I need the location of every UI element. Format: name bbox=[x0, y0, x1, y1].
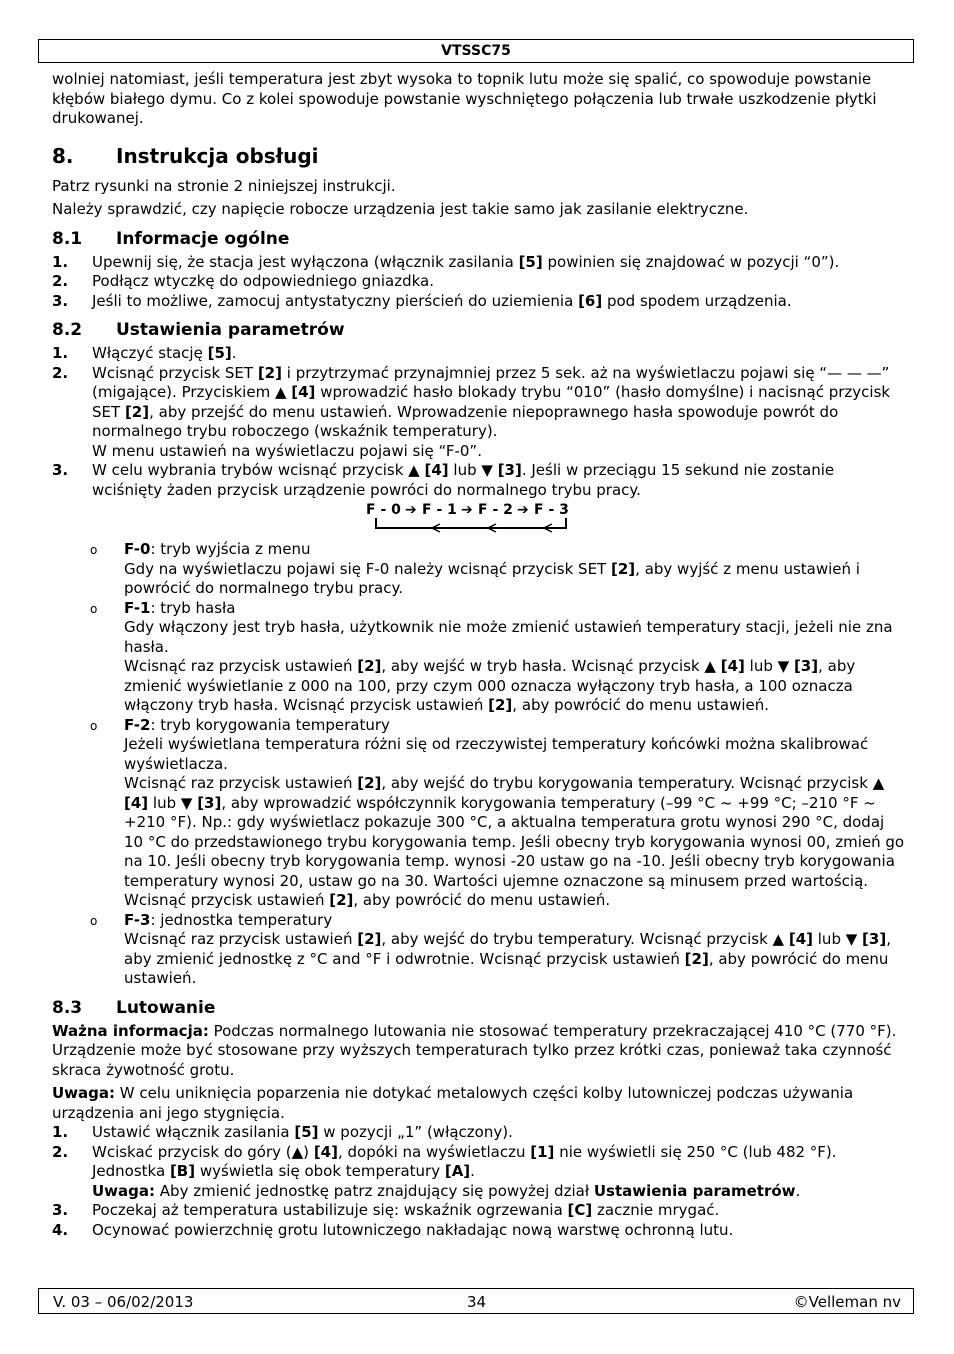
ref: [3] bbox=[862, 930, 887, 948]
text: lub ▼ bbox=[813, 930, 863, 948]
text: , aby przejść do menu ustawień. Wprowadzenie niepoprawnego hasła spowoduje powrót do normalnego trybu roboczego (wskaźnik temperatury). bbox=[92, 402, 839, 440]
intro-paragraph: wolniej natomiast, jeśli temperatura jest zbyt wysoka to topnik lutu może się spalić, co spowoduje powstanie kłębów białego dymu. Co z kolei spowoduje powstanie wyschniętego połączenia lub trwałe uszkodzenie płytki drukowanej. bbox=[52, 70, 877, 127]
item-text bbox=[92, 461, 907, 500]
text: w pozycji „1” (włączony). bbox=[318, 1123, 513, 1141]
section-title: Ustawienia parametrów bbox=[116, 320, 345, 340]
text: , aby wejść do trybu korygowania temperatury. Wcisnąć przycisk ▲ bbox=[381, 774, 885, 792]
text: powinien się znajdować w pozycji “0”). bbox=[542, 252, 840, 271]
text: , aby wejść w tryb hasła. Wcisnąć przycisk ▲ bbox=[381, 657, 721, 675]
ref: [2] bbox=[357, 657, 382, 675]
mode-f2 bbox=[90, 716, 907, 911]
item-text bbox=[92, 1143, 907, 1202]
mode-f3 bbox=[90, 911, 907, 989]
ref: [5] bbox=[294, 1123, 319, 1141]
text: Poczekaj aż temperatura ustabilizuje się: wskaźnik ogrzewania bbox=[92, 1201, 568, 1219]
bullet-icon: o bbox=[90, 543, 98, 557]
text: . bbox=[795, 1181, 801, 1200]
list-item bbox=[52, 1143, 907, 1202]
ref: [3] bbox=[793, 657, 819, 675]
text: lub ▼ bbox=[448, 461, 498, 479]
page-content bbox=[52, 70, 907, 1240]
text: . bbox=[470, 1162, 475, 1180]
mode-key: F-3 bbox=[124, 910, 151, 929]
list-item bbox=[52, 1201, 907, 1221]
ref: [2] bbox=[329, 891, 354, 909]
page-footer bbox=[38, 1288, 914, 1314]
page-header bbox=[38, 39, 914, 63]
mode-label-f3: F - 3 bbox=[534, 502, 569, 518]
important-note bbox=[52, 1022, 907, 1081]
text: , aby wprowadzić współczynnik korygowania temperatury (–99 °C ~ +99 °C; –210 °F ~ +210 °F). Np.: gdy wyświetlacz pokazuje 300 °C, a aktualna temperatura grotu wynosi 290 °C, dodaj 10 °C do przedstawionego trybu korygowania temp. Jeśli obecny tryb korygowania wynosi 00, zmień go na 10. Jeśli obecny tryb korygowania temp. wynosi -20 ustaw go na -10. Jeśli obecny tryb korygowania temperatury wynosi 20, ustaw go na 30. Wartości ujemne oznaczone są minusem przed wartością. Wcisnąć przycisk ustawień bbox=[124, 793, 905, 909]
text: Wcisnąć przycisk SET bbox=[92, 363, 258, 382]
item-number: 3. bbox=[52, 291, 69, 310]
ref: [C] bbox=[567, 1201, 593, 1219]
item-number: 2. bbox=[52, 363, 69, 382]
ref: [4] bbox=[313, 1142, 338, 1161]
item-text: Podłącz wtyczkę do odpowiedniego gniazdka. bbox=[92, 272, 434, 290]
text: , aby wejść do trybu temperatury. Wcisnąć przycisk ▲ bbox=[381, 930, 789, 948]
bullet-icon: o bbox=[90, 601, 98, 616]
text: Jeśli to możliwe, zamocuj antystatyczny pierścień do uziemienia bbox=[92, 291, 579, 310]
section-8-2-heading bbox=[52, 319, 907, 341]
section-number: 8. bbox=[52, 143, 74, 168]
mode-label-f2: F - 2 bbox=[478, 502, 513, 518]
text: Wcisnąć raz przycisk ustawień bbox=[124, 774, 358, 792]
list-item bbox=[52, 364, 907, 462]
item-text bbox=[92, 344, 907, 364]
version-date: V. 03 – 06/02/2013 bbox=[53, 1293, 194, 1311]
item-number: 1. bbox=[52, 252, 69, 271]
item-text bbox=[92, 1201, 907, 1221]
ref: [4] bbox=[788, 930, 813, 948]
ref: [2] bbox=[124, 402, 150, 421]
ref: [2] bbox=[257, 363, 282, 382]
list-item bbox=[52, 253, 907, 273]
ref: [1] bbox=[530, 1142, 555, 1161]
mode-key: F-1 bbox=[124, 598, 151, 617]
mode-label-f1: F - 1 bbox=[422, 502, 457, 518]
copyright: ©Velleman nv bbox=[793, 1293, 901, 1311]
note-text: Podczas normalnego lutowania nie stosować temperatury przekraczającej 410 °C (770 °F). Urządzenie może być stosowane przy wyższych temperaturach tylko przez krótki czas, ponieważ taka czynność skraca żywotność grotu. bbox=[52, 1021, 897, 1079]
return-line bbox=[376, 518, 566, 528]
text: , aby powrócić do menu ustawień. bbox=[512, 696, 770, 714]
item-text bbox=[92, 292, 907, 312]
item-text bbox=[92, 364, 907, 462]
text: , dopóki na wyświetlaczu bbox=[337, 1142, 531, 1161]
mode-label: : tryb wyjścia z menu bbox=[150, 540, 311, 558]
text: , aby zmienić jednostkę z °C and °F i odwrotnie. Wcisnąć przycisk ustawień bbox=[124, 930, 891, 968]
text: W menu ustawień na wyświetlaczu pojawi się “F-0”. bbox=[92, 441, 482, 460]
text: Aby zmienić jednostkę patrz znajdujący się powyżej dział bbox=[155, 1181, 594, 1200]
mode-cycle-svg bbox=[362, 500, 602, 536]
text: Wciskać przycisk do góry (▲) bbox=[92, 1142, 314, 1161]
item-number: 1. bbox=[52, 344, 69, 362]
list-item bbox=[52, 344, 907, 364]
arrow-icon: ➔ bbox=[461, 502, 473, 518]
mode-label-f0: F - 0 bbox=[366, 502, 401, 518]
section-title: Lutowanie bbox=[116, 997, 216, 1018]
text: , aby powrócić do menu ustawień. bbox=[353, 891, 611, 909]
text: i przytrzymać przynajmniej przez 5 sek. aż na wyświetlaczu pojawi się “— — —” (migające). Przyciskiem ▲ bbox=[92, 363, 890, 401]
ref: [4] bbox=[424, 461, 449, 479]
ref: [6] bbox=[578, 291, 603, 310]
mode-text bbox=[124, 716, 907, 911]
item-text bbox=[92, 253, 907, 273]
ref: [2] bbox=[488, 696, 513, 714]
ref: [4] bbox=[720, 657, 745, 675]
ref: [4] bbox=[291, 383, 316, 401]
item-number: 4. bbox=[52, 1220, 69, 1239]
item-number: 2. bbox=[52, 1142, 69, 1161]
text: lub ▼ bbox=[744, 657, 794, 675]
item-number: 3. bbox=[52, 461, 69, 479]
ref: [3] bbox=[497, 461, 522, 479]
text: Wcisnąć raz przycisk ustawień bbox=[124, 657, 358, 675]
text: . Jeśli w przeciągu 15 sekund nie zostanie wciśnięty żaden przycisk urządzenie powróci do normalnego trybu pracy. bbox=[92, 461, 835, 499]
item-text bbox=[92, 1123, 907, 1143]
note-label: Uwaga: bbox=[52, 1084, 116, 1102]
text: wprowadzić hasło blokady trybu “010” (hasło domyślne) i nacisnąć przycisk SET bbox=[92, 383, 891, 421]
ref: Ustawienia parametrów bbox=[593, 1181, 796, 1200]
ref: [2] bbox=[611, 559, 636, 578]
text: pod spodem urządzenia. bbox=[602, 291, 792, 310]
text: Gdy na wyświetlaczu pojawi się F-0 należy wcisnąć przycisk SET bbox=[124, 559, 611, 578]
section-number: 8.2 bbox=[52, 320, 83, 340]
item-number: 3. bbox=[52, 1201, 69, 1219]
ref: [B] bbox=[169, 1162, 196, 1180]
item-number: 1. bbox=[52, 1123, 69, 1141]
page-number: 34 bbox=[467, 1293, 487, 1311]
bullet-icon: o bbox=[90, 913, 98, 928]
text: Ustawić włącznik zasilania bbox=[92, 1123, 295, 1141]
section-title: Informacje ogólne bbox=[116, 228, 290, 249]
text: , aby wyjść z menu ustawień i powrócić do normalnego trybu pracy. bbox=[124, 559, 860, 597]
item-number: 2. bbox=[52, 272, 69, 290]
mode-label: : tryb hasła bbox=[150, 598, 236, 617]
section-title: Instrukcja obsługi bbox=[116, 143, 319, 168]
text: Wcisnąć raz przycisk ustawień bbox=[124, 930, 358, 948]
header-title: VTSSC75 bbox=[441, 43, 511, 59]
text: W celu wybrania trybów wcisnąć przycisk ▲ bbox=[92, 461, 425, 479]
ref: [A] bbox=[444, 1162, 471, 1180]
text: , aby zmienić wyświetlanie z 000 na 100, przy czym 000 oznacza wyłączony tryb hasła, a 100 oznacza włączony tryb hasła. Wcisnąć przycisk ustawień bbox=[124, 657, 856, 714]
ref: [4] bbox=[124, 793, 149, 812]
section-8-3-heading bbox=[52, 997, 907, 1019]
mode-label: : tryb korygowania temperatury bbox=[150, 715, 390, 734]
text: lub ▼ bbox=[148, 793, 198, 812]
text: Włączyć stację bbox=[92, 344, 208, 362]
text: nie wyświetli się 250 °C (lub 482 °F). Jednostka bbox=[92, 1142, 837, 1180]
section-number: 8.3 bbox=[52, 997, 83, 1018]
text: , aby powrócić do menu ustawień. bbox=[124, 949, 889, 987]
ref: [2] bbox=[684, 949, 709, 968]
list-item bbox=[52, 1221, 907, 1241]
list-item bbox=[52, 461, 907, 500]
mode-text bbox=[124, 911, 907, 989]
section-8-heading bbox=[52, 143, 907, 169]
text: Upewnij się, że stacja jest wyłączona (włącznik zasilania bbox=[92, 252, 519, 271]
section-8-p2: Należy sprawdzić, czy napięcie robocze urządzenia jest takie samo jak zasilanie elektryczne. bbox=[52, 200, 749, 218]
bullet-icon: o bbox=[90, 718, 98, 733]
mode-f0 bbox=[90, 540, 907, 599]
ref: [2] bbox=[357, 774, 382, 792]
text: Jeżeli wyświetlana temperatura różni się od rzeczywistej temperatury końcówki można skalibrować wyświetlacza. bbox=[124, 735, 869, 773]
note-text: W celu uniknięcia poparzenia nie dotykać metalowych części kolby lutowniczej podczas używania urządzenia ani jego stygnięcia. bbox=[52, 1084, 854, 1122]
list-item bbox=[52, 1123, 907, 1143]
mode-text bbox=[124, 599, 907, 716]
note-label: Uwaga: bbox=[92, 1181, 156, 1200]
mode-cycle-diagram bbox=[52, 500, 907, 540]
ref: [2] bbox=[357, 930, 382, 948]
item-text: Ocynować powierzchnię grotu lutowniczego nakładając nową warstwę ochronną lutu. bbox=[92, 1220, 734, 1239]
mode-key: F-0 bbox=[124, 540, 151, 558]
mode-label: : jednostka temperatury bbox=[150, 910, 333, 929]
warning-note bbox=[52, 1084, 907, 1123]
ref: [5] bbox=[207, 344, 232, 362]
list-item bbox=[52, 292, 907, 312]
ref: [5] bbox=[518, 252, 543, 271]
mode-text bbox=[124, 540, 907, 599]
arrow-icon: ➔ bbox=[405, 502, 417, 518]
section-8-p1: Patrz rysunki na stronie 2 niniejszej instrukcji. bbox=[52, 176, 396, 195]
ref: [3] bbox=[197, 793, 222, 812]
section-8-1-heading bbox=[52, 228, 907, 250]
section-number: 8.1 bbox=[52, 228, 83, 249]
list-item bbox=[52, 272, 907, 292]
note-label: Ważna informacja: bbox=[52, 1021, 209, 1040]
mode-key: F-2 bbox=[124, 715, 151, 734]
mode-f1 bbox=[90, 599, 907, 716]
text: zacznie mrygać. bbox=[592, 1201, 720, 1219]
text: . bbox=[231, 344, 237, 362]
arrow-icon: ➔ bbox=[517, 502, 529, 518]
text: Gdy włączony jest tryb hasła, użytkownik nie może zmienić ustawień temperatury stacji, jeżeli nie zna hasła. bbox=[124, 618, 893, 656]
text: wyświetla się obok temperatury bbox=[195, 1162, 445, 1180]
